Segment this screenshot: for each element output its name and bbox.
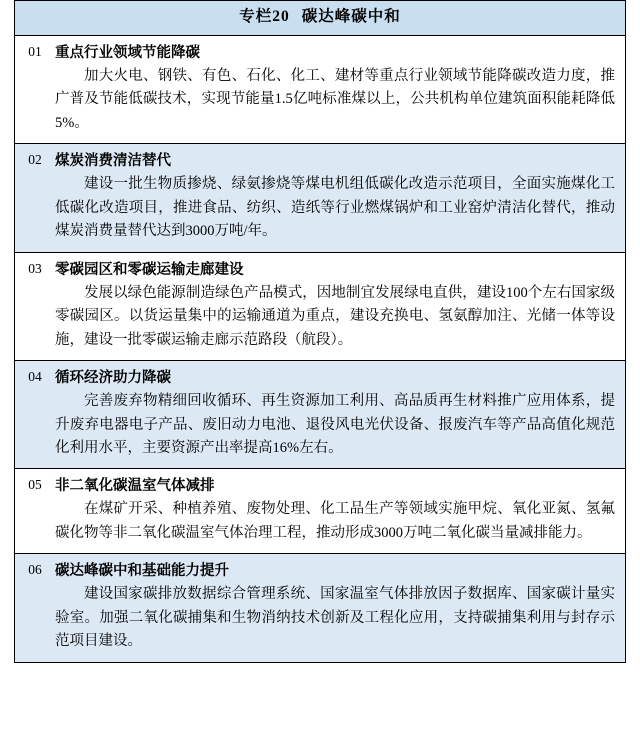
item-content: [55, 36, 625, 143]
item-heading: 零碳园区和零碳运输走廊建设: [55, 261, 244, 278]
item-content: [55, 253, 625, 360]
table-row: [15, 361, 625, 469]
item-number: 06: [28, 562, 42, 578]
item-heading: 非二氧化碳温室气体减排: [55, 478, 215, 495]
table-row: [15, 469, 625, 554]
feature-box: [14, 0, 626, 663]
item-heading: 循环经济助力降碳: [55, 370, 171, 386]
box-title-text: 碳达峰碳中和: [301, 8, 401, 25]
item-number: 02: [28, 152, 42, 168]
item-heading: 碳达峰碳中和基础能力提升: [55, 563, 229, 580]
item-content: [55, 469, 625, 553]
table-row: [15, 253, 625, 361]
item-body: 发展以绿色能源制造绿色产品模式，因地制宜发展绿电直供，建设100个左右国家级零碳园区。以货运量集中的运输通道为重点，建设充换电、氢氨醇加注、光储一体等设施，建设一批零碳运输走廊示范路段（航段）。: [55, 284, 615, 348]
item-heading: 煤炭消费清洁替代: [55, 153, 171, 170]
item-body: 加大火电、钢铁、有色、石化、化工、建材等重点行业领域节能降碳改造力度，推广普及节能低碳技术，实现节能量1.5亿吨标准煤以上，公共机构单位建筑面积能耗降低5%。: [55, 67, 615, 131]
box-title: [15, 1, 625, 36]
table-row: [15, 554, 625, 661]
item-number: 01: [28, 43, 42, 59]
box-title-label: 专栏20: [239, 8, 290, 25]
item-number: 04: [28, 369, 42, 384]
item-heading: 重点行业领域节能降碳: [55, 44, 200, 61]
item-number: 05: [28, 477, 42, 493]
item-body: 完善废弃物精细回收循环、再生资源加工利用、高品质再生材料推广应用体系，提升废弃电器电子产品、废旧动力电池、退役风电光伏设备、报废汽车等产品高值化规范化利用水平，主要资源产出率提高16%左右。: [55, 393, 615, 456]
item-body: 建设国家碳排放数据综合管理系统、国家温室气体排放因子数据库、国家碳计量实验室。加强二氧化碳捕集和生物消纳技术创新及工程化应用，支持碳捕集利用与封存示范项目建设。: [55, 586, 615, 650]
table-row: [15, 36, 625, 144]
item-content: [55, 554, 625, 661]
table-row: [15, 144, 625, 252]
item-body: 在煤矿开采、种植养殖、废物处理、化工品生产等领域实施甲烷、氧化亚氮、氢氟碳化物等非二氧化碳温室气体治理工程，推动形成3000万吨二氧化碳当量减排能力。: [55, 501, 615, 541]
item-number: 03: [28, 260, 42, 276]
item-body: 建设一批生物质掺烧、绿氨掺烧等煤电机组低碳化改造示范项目，全面实施煤化工低碳化改造项目，推进食品、纺织、造纸等行业燃煤锅炉和工业窑炉清洁化替代，推动煤炭消费量替代达到3000万吨/年。: [55, 176, 615, 240]
item-content: [55, 144, 625, 251]
item-content: [55, 361, 625, 468]
